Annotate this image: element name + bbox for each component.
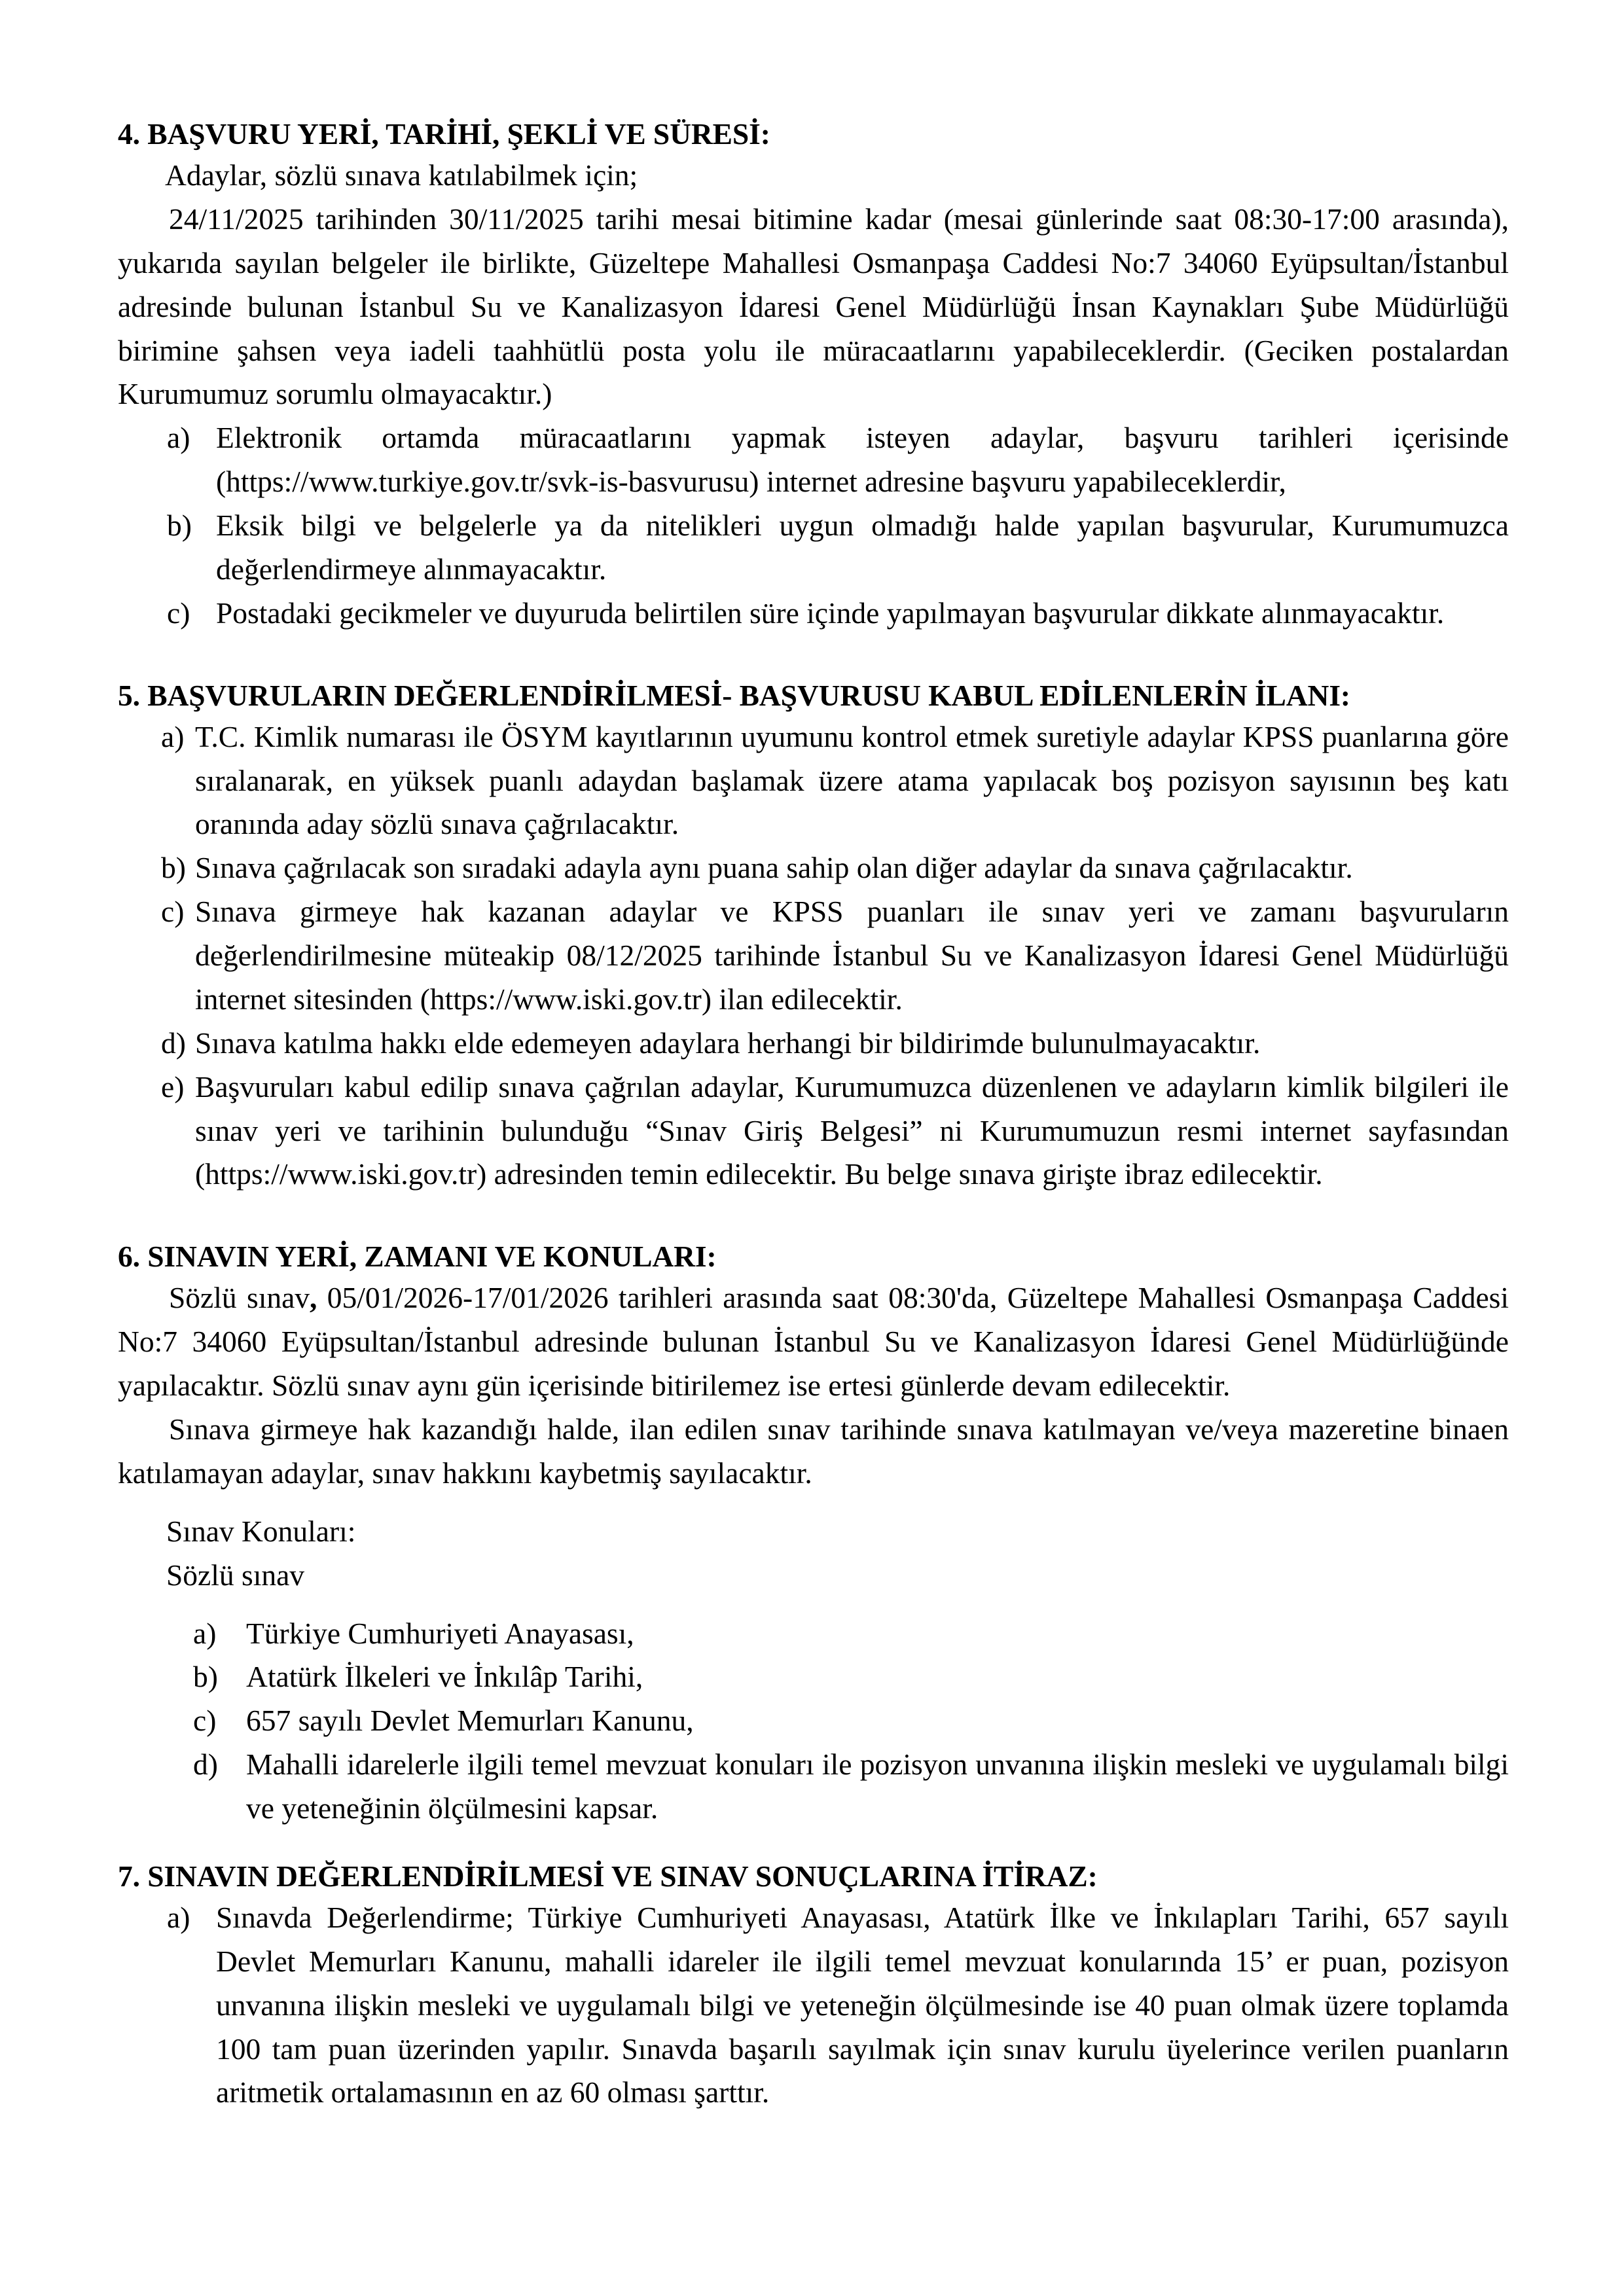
list-marker: c) [167,596,190,630]
list-item-text: Sınava girmeye hak kazanan adaylar ve KPSS puanları ile sınav yeri ve zamanı başvuruların değerlendirilmesine müteakip 08/12/2025 tarihinde İstanbul Su ve Kanalizasyon İdaresi Genel Müdürlüğü internet sitesinden (https://www.iski.gov.tr) ilan edilecektir. [195,895,1509,1016]
section-spacer [118,1831,1509,1857]
list-item-text: Atatürk İlkeleri ve İnkılâp Tarihi, [246,1660,643,1694]
section-4-list [118,416,1509,635]
list-item-text: Mahalli idarelerle ilgili temel mevzuat konuları ile pozisyon unvanına ilişkin mesleki ve uygulamalı bilgi ve yeteneğinin ölçülmesini kapsar. [246,1748,1509,1825]
section-5-heading: 5. BAŞVURULARIN DEĞERLENDİRİLMESİ- BAŞVURUSU KABUL EDİLENLERİN İLANI: [118,678,1350,712]
section-6-paragraph-1-rest: 05/01/2026-17/01/2026 tarihleri arasında saat 08:30'da, Güzeltepe Mahallesi Osmanpaşa Caddesi No:7 34060 Eyüpsultan/İstanbul adresinde bulunan İstanbul Su ve Kanalizasyon İdaresi Genel Müdürlüğünde yapılacaktır. Sözlü sınav aynı gün içerisinde bitirilemez ise ertesi günlerde devam edilecektir. [118,1281,1509,1403]
list-item-text: Sınava çağrılacak son sıradaki adayla aynı puana sahip olan diğer adaylar da sınava çağrılacaktır. [195,851,1353,885]
section-4-paragraph: 24/11/2025 tarihinden 30/11/2025 tarihi mesai bitimine kadar (mesai günlerinde saat 08:30-17:00 arasında), yukarıda sayılan belgeler ile birlikte, Güzeltepe Mahallesi Osmanpaşa Caddesi No:7 34060 Eyüpsultan/İstanbul adresinde bulunan İstanbul Su ve Kanalizasyon İdaresi Genel Müdürlüğü İnsan Kaynakları Şube Müdürlüğü birimine şahsen veya iadeli taahhütlü posta yolu ile müracaatlarını yapabileceklerdir. (Geciken postalardan Kurumumuz sorumlu olmayacaktır.) [118,202,1509,411]
list-marker: a) [167,421,190,455]
list-item [118,846,1509,890]
list-spacer [118,1598,1509,1612]
section-spacer [118,1196,1509,1237]
sozlu-sinav-lead: Sözlü sınav [169,1281,310,1315]
list-item [118,715,1509,847]
list-marker: b) [193,1660,218,1694]
paragraph-spacer [118,1496,1509,1510]
sinav-konulari-label: Sınav Konuları: [166,1514,356,1548]
list-item-text: Sınavda Değerlendirme; Türkiye Cumhuriyeti Anayasası, Atatürk İlke ve İnkılapları Tarihi, 657 sayılı Devlet Memurları Kanunu, mahalli idareler ile ilgili temel mevzuat konularında 15’ er puan, pozisyon unvanına ilişkin mesleki ve uygulamalı bilgi ve yeteneğin ölçülmesinde ise 40 puan olmak üzere toplamda 100 tam puan üzerinden yapılır. Sınavda başarılı sayılmak için sınav kurulu üyelerince verilen puanların aritmetik ortalamasının en az 60 olması şarttır. [216,1900,1509,2109]
list-item-text: Elektronik ortamda müracaatlarını yapmak isteyen adaylar, başvuru tarihleri içerisinde (https://www.turkiye.gov.tr/svk-is-basvurusu) internet adresine başvuru yapabileceklerdir, [216,421,1509,499]
section-6-heading: 6. SINAVIN YERİ, ZAMANI VE KONULARI: [118,1240,717,1274]
list-item-text: Sınava katılma hakkı elde edemeyen adaylara herhangi bir bildirimde bulunulmayacaktır. [195,1026,1261,1060]
list-marker: c) [193,1704,217,1738]
list-item-text: Türkiye Cumhuriyeti Anayasası, [246,1616,634,1650]
list-marker: d) [193,1748,218,1782]
document-body [118,115,1509,2115]
list-marker: a) [193,1616,217,1650]
list-marker: d) [161,1026,186,1060]
list-item [118,1066,1509,1197]
list-marker: c) [161,895,185,929]
list-item [118,1699,1509,1743]
section-4-heading: 4. BAŞVURU YERİ, TARİHİ, ŞEKLİ VE SÜRESİ: [118,117,770,151]
section-6-paragraph-1 [118,1276,1509,1408]
list-item [118,890,1509,1022]
section-4-intro-line: Adaylar, sözlü sınava katılabilmek için; [165,158,638,192]
list-item [118,504,1509,592]
section-7-list [118,1896,1509,2115]
section-6-paragraph-2: Sınava girmeye hak kazandığı halde, ilan edilen sınav tarihinde sınava katılmayan ve/veya mazeretine binaen katılamayan adaylar, sınav hakkını kaybetmiş sayılacaktır. [118,1412,1509,1490]
section-spacer [118,636,1509,676]
section-5-list [118,715,1509,1197]
sinav-konulari-kind: Sözlü sınav [166,1558,305,1592]
list-item-text: 657 sayılı Devlet Memurları Kanunu, [246,1704,694,1738]
section-7-heading: 7. SINAVIN DEĞERLENDİRİLMESİ VE SINAV SONUÇLARINA İTİRAZ: [118,1859,1098,1893]
sozlu-sinav-lead-punct: , [310,1281,317,1315]
list-marker: b) [167,509,192,543]
list-item [118,1743,1509,1831]
list-item-text: Eksik bilgi ve belgelerle ya da nitelikleri uygun olmadığı halde yapılan başvurular, Kurumumuzca değerlendirmeye alınmayacaktır. [216,509,1509,586]
section-6-subject-list [118,1612,1509,1831]
list-item [118,1612,1509,1656]
list-marker: b) [161,851,186,885]
list-item [118,592,1509,636]
list-item [118,1896,1509,2115]
list-item [118,416,1509,504]
list-item [118,1022,1509,1066]
list-marker: a) [161,719,185,753]
list-marker: e) [161,1069,185,1103]
list-item-text: T.C. Kimlik numarası ile ÖSYM kayıtlarının uyumunu kontrol etmek suretiyle adaylar KPSS puanlarına göre sıralanarak, en yüksek puanlı adaydan başlamak üzere atama yapılacak boş pozisyon sayısının beş katı oranında aday sözlü sınava çağrılacaktır. [195,719,1509,841]
list-item-text: Başvuruları kabul edilip sınava çağrılan adaylar, Kurumumuzca düzenlenen ve adayların kimlik bilgileri ile sınav yeri ve tarihinin bulunduğu “Sınav Giriş Belgesi” ni Kurumumuzun resmi internet sayfasından (https://www.iski.gov.tr) adresinden temin edilecektir. Bu belge sınava girişte ibraz edilecektir. [195,1069,1509,1191]
list-marker: a) [167,1900,190,1934]
list-item [118,1655,1509,1699]
list-item-text: Postadaki gecikmeler ve duyuruda belirtilen süre içinde yapılmayan başvurular dikkate alınmayacaktır. [216,596,1445,630]
